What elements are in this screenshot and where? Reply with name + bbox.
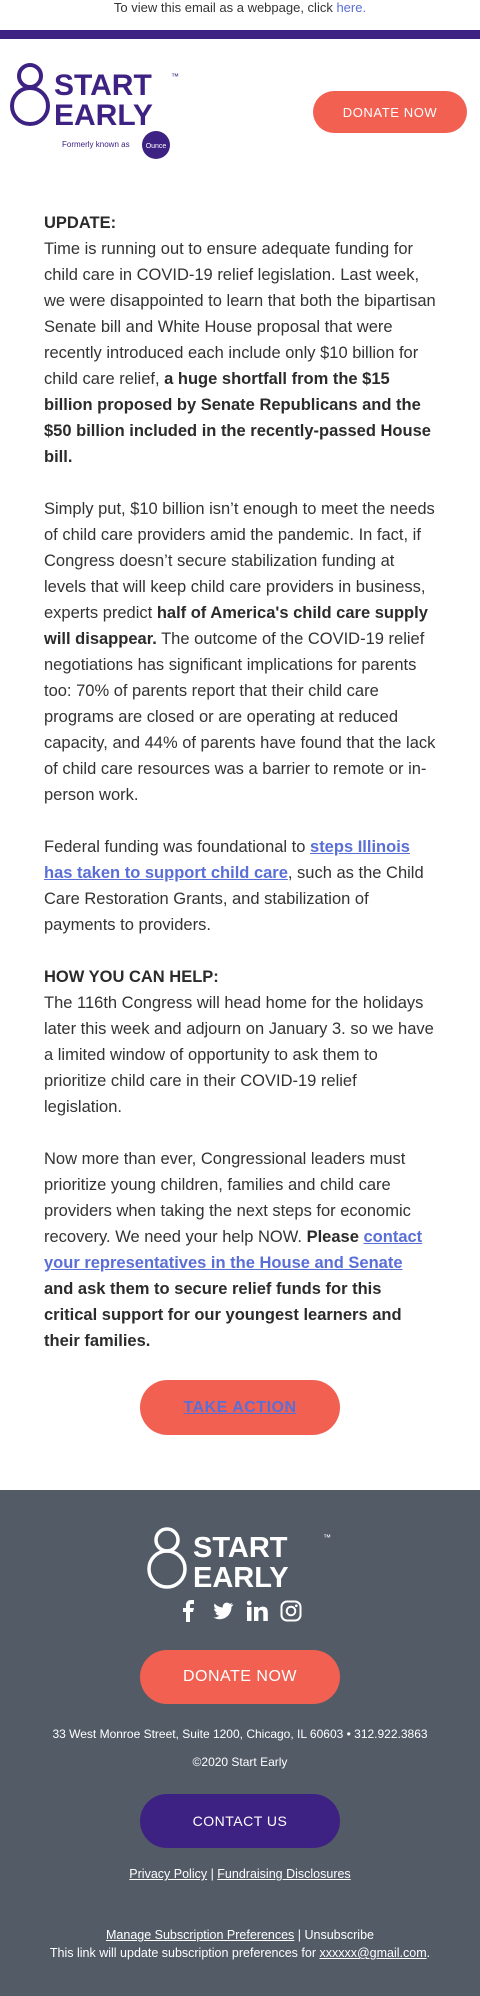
- webpage-link[interactable]: here.: [336, 0, 367, 15]
- instagram-icon[interactable]: [280, 1600, 302, 1622]
- paragraph-3: [44, 834, 436, 938]
- help-paragraph: [44, 964, 436, 1120]
- svg-text:Formerly known as: Formerly known as: [62, 140, 130, 149]
- p2-text: Simply put, $10 billion isn’t enough to meet the needs of child care providers amid the pandemic. In fact, if Congress doesn’t secure stabilization funding at levels that will keep child care providers in business, experts predict: [44, 500, 435, 622]
- take-action-button[interactable]: TAKE ACTION: [140, 1380, 340, 1435]
- pref-text: This link will update subscription preferences for: [49, 1946, 320, 1960]
- donate-button[interactable]: DONATE NOW: [313, 91, 467, 133]
- preheader: [0, 0, 480, 30]
- copyright: ©2020 Start Early: [192, 1755, 288, 1769]
- cta-container: [44, 1380, 436, 1476]
- p5-please: Please: [306, 1228, 364, 1246]
- address: 33 West Monroe Street, Suite 1200, Chicago, IL 60603 • 312.922.3863: [52, 1727, 428, 1741]
- p3-tail: , such as the Child Care Restoration Grants, and stabilization of payments to providers.: [44, 864, 424, 934]
- p1-bold: a huge shortfall from the $15 billion proposed by Senate Republicans and the $50 billion included in the recently-passed House bill.: [44, 370, 431, 466]
- help-heading: HOW YOU CAN HELP:: [44, 968, 219, 986]
- paragraph-2: [44, 496, 436, 808]
- svg-text:START: START: [54, 69, 152, 102]
- svg-text:EARLY: EARLY: [54, 99, 153, 132]
- p3-text: Federal funding was foundational to: [44, 838, 311, 856]
- email-footer: [0, 1490, 480, 1996]
- footer-start-early-logo[interactable]: [145, 1526, 335, 1592]
- top-bar: [0, 30, 480, 39]
- twitter-icon[interactable]: [212, 1600, 234, 1622]
- email-header: [0, 39, 480, 164]
- update-heading: UPDATE:: [44, 214, 117, 232]
- legal-separator: |: [207, 1867, 218, 1881]
- manage-subscription-link[interactable]: Manage Subscription Preferences: [106, 1928, 295, 1942]
- svg-text:™: ™: [323, 1533, 331, 1542]
- subscriber-email-link[interactable]: xxxxxx@gmail.com: [319, 1946, 427, 1960]
- svg-text:™: ™: [171, 72, 179, 81]
- email-body: [0, 164, 480, 1476]
- paragraph-5: [44, 1146, 436, 1354]
- p5-text: Now more than ever, Congressional leaders must prioritize young children, families and child care providers when taking the next steps for economic recovery. We need your help NOW.: [44, 1150, 411, 1246]
- p4-text: The 116th Congress will head home for the holidays later this week and adjourn on January 3. so we have a limited window of opportunity to ask them to prioritize child care in their COVID-19 relief legislation.: [44, 994, 434, 1116]
- pref-end: .: [426, 1946, 431, 1960]
- linkedin-icon[interactable]: [246, 1600, 268, 1622]
- facebook-icon[interactable]: [178, 1600, 200, 1622]
- update-paragraph: [44, 210, 436, 470]
- contact-us-button[interactable]: CONTACT US: [140, 1794, 340, 1848]
- privacy-policy-link[interactable]: Privacy Policy: [129, 1867, 208, 1881]
- svg-text:Ounce: Ounce: [145, 143, 167, 150]
- start-early-logo[interactable]: [10, 61, 185, 161]
- unsubscribe-text[interactable]: | Unsubscribe: [294, 1928, 374, 1942]
- illinois-steps-link[interactable]: steps Illinois has taken to support child care: [44, 838, 410, 882]
- social-links: [0, 1600, 480, 1630]
- p1-text: Time is running out to ensure adequate funding for child care in COVID-19 relief legislation. Last week, we were disappointed to learn that both the bipartisan Senate bill and White House proposal that were recently introduced each include only $10 billion for child care relief,: [44, 240, 436, 388]
- p2-bold: half of America's child care supply will disappear.: [44, 604, 428, 648]
- subscription-info: [0, 1926, 480, 1962]
- contact-representatives-link[interactable]: contact your representatives in the House and Senate: [44, 1228, 423, 1272]
- fundraising-disclosures-link[interactable]: Fundraising Disclosures: [217, 1867, 351, 1881]
- p2-tail: The outcome of the COVID-19 relief negotiations has significant implications for parents too: 70% of parents report that their child care programs are closed or are operating at reduced capacity, and 44% of parents have found that the lack of child care resources was a barrier to remote or in-person work.: [44, 630, 436, 804]
- p5-bold-tail: and ask them to secure relief funds for this critical support for our youngest learners and their families.: [44, 1280, 402, 1350]
- legal-links: [0, 1866, 480, 1882]
- preheader-text: To view this email as a webpage, click: [113, 0, 337, 15]
- svg-text:EARLY: EARLY: [193, 1562, 289, 1592]
- svg-text:START: START: [193, 1532, 288, 1564]
- footer-donate-button[interactable]: DONATE NOW: [140, 1650, 340, 1704]
